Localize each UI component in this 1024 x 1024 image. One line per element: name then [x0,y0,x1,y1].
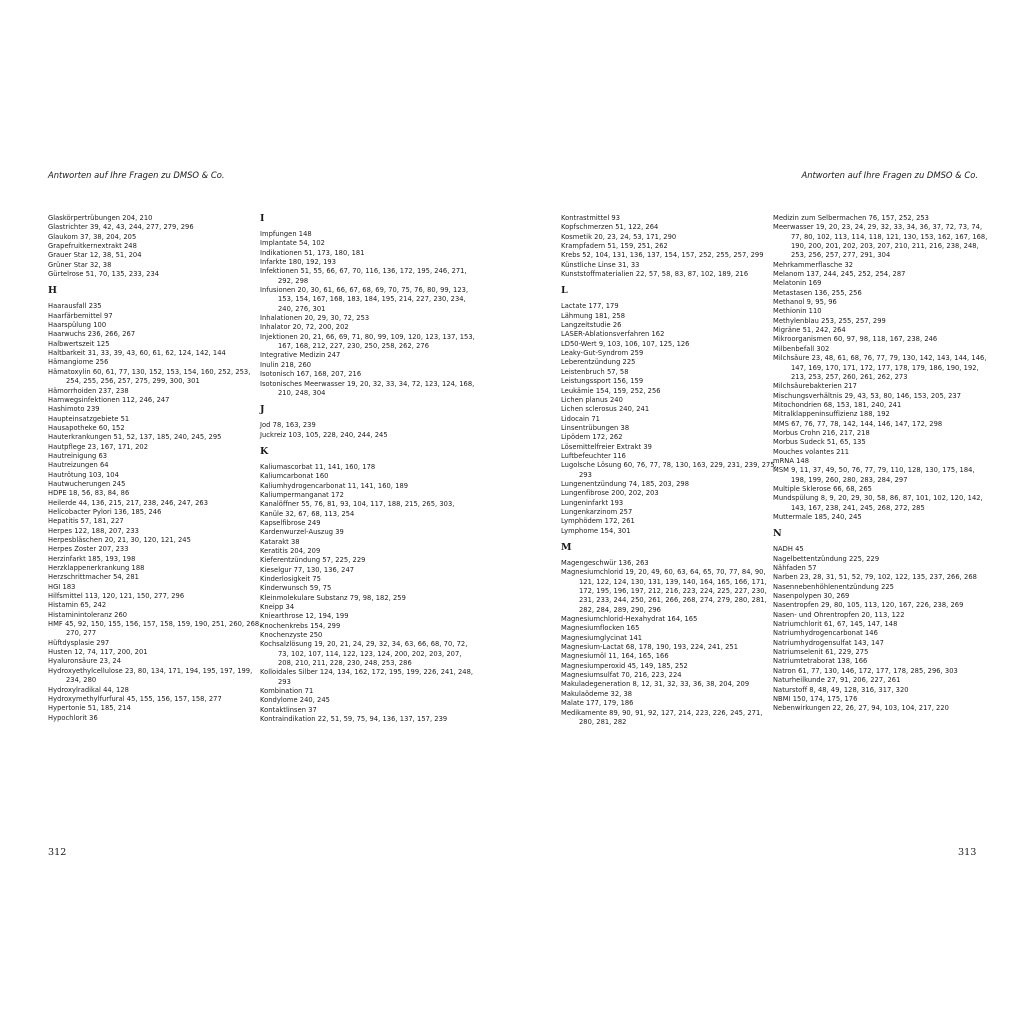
index-entry: Kardenwurzel-Auszug 39 [260,528,344,537]
index-section-letter: L [561,285,568,297]
index-entry: Injektionen 20, 21, 66, 69, 71, 80, 99, 109, 120, 123, 137, 153, 167, 168, 212, 227, 230, 250, 258, 262, 276 [260,332,475,351]
index-entry: Infusionen 20, 30, 61, 66, 67, 68, 69, 70, 75, 76, 80, 99, 123, 153, 154, 167, 168, 183, 184, 195, 214, 227, 230, 234, 240, 276, 301 [260,286,469,313]
index-entry: Isotonisch 167, 168, 207, 216 [260,370,362,379]
index-entry: HMF 45, 92, 150, 155, 156, 157, 158, 159, 190, 251, 260, 268, 270, 277 [48,620,262,638]
index-entry: Hashimoto 239 [48,405,100,414]
index-entry: Kochsalzlösung 19, 20, 21, 24, 29, 32, 34, 63, 66, 68, 70, 72, 73, 102, 107, 114, 122, 123, 124, 200, 202, 203, 207, 208, 210, 211, 228, 230, 248, 253, 286 [260,640,468,668]
index-entry: Infektionen 51, 55, 66, 67, 70, 116, 136, 172, 195, 246, 271, 292, 298 [260,267,467,285]
index-section-letter: J [260,404,265,416]
index-entry: Kinderlosigkeit 75 [260,575,321,583]
index-entry: Milchsäure 23, 48, 61, 68, 76, 77, 79, 130, 142, 143, 144, 146, 147, 169, 170, 171, 172, 177, 178, 179, 186, 190, 192, 213, 253, 257, 260, 261, 262, 273 [773,354,987,381]
index-entry: Lymphödem 172, 261 [561,517,635,526]
index-entry: Lichen sclerosus 240, 241 [561,405,650,414]
index-entry: Kanüle 32, 67, 68, 113, 254 [260,509,355,518]
index-entry: Nasennebenhöhlenentzündung 225 [773,582,894,591]
index-entry: LASER-Ablationsverfahren 162 [561,330,665,339]
index-entry: Melatonin 169 [773,279,822,288]
index-entry: Kinderwunsch 59, 75 [260,584,332,593]
index-section-letter: H [48,285,57,297]
index-entry: Morbus Crohn 216, 217, 218 [773,428,870,437]
index-entry: Hauterkrankungen 51, 52, 137, 185, 240, 245, 295 [48,433,222,442]
index-entry: Hämorrhoiden 237, 238 [48,386,129,395]
index-entry: Magnesiumglycinat 141 [561,633,643,642]
index-entry: Magnesiumchlorid-Hexahydrat 164, 165 [561,615,698,624]
index-entry: Histaminintoleranz 260 [48,610,128,619]
index-entry: Heilerde 44, 136, 215, 217, 238, 246, 247, 263 [48,498,209,507]
index-entry: Haarspülung 100 [48,321,107,330]
index-entry: Natriumtetraborat 138, 166 [773,657,868,666]
index-entry: Leaky-Gut-Syndrom 259 [561,349,644,358]
index-entry: Magnesiumchlorid 19, 20, 49, 60, 63, 64, 65, 70, 77, 84, 90, 121, 122, 124, 130, 131, 139, 140, 164, 165, 166, 171, 172, 195, 196, 197, 212, 216, 223, 224, 225, 227, 230, 231, 233, 244, 250, 261, 266, 268, 274, 279, 280, 281, 282, 284, 289, 290, 296 [561,568,767,614]
index-entry: Mouches volantes 211 [773,447,850,456]
index-entry: Methanol 9, 95, 96 [773,298,837,307]
index-entry: Magnesiumflocken 165 [561,624,640,633]
index-entry: Kolloidales Silber 124, 134, 162, 172, 195, 199, 226, 241, 248, 293 [260,668,474,686]
index-entry: Helicobacter Pylori 136, 185, 246 [48,507,162,516]
index-entry: Husten 12, 74, 117, 200, 201 [48,648,148,657]
running-header-right: Antworten auf Ihre Fragen zu DMSO & Co. [801,170,978,180]
index-entry: Inhalationen 20, 29, 30, 72, 253 [260,314,370,323]
index-entry: Kunststoffmaterialien 22, 57, 58, 83, 87, 102, 189, 216 [561,270,749,279]
index-entry: Herpes 122, 188, 207, 233 [48,526,139,535]
index-entry: Kieselgur 77, 130, 136, 247 [260,565,355,574]
index-entry: Methionin 110 [773,307,822,316]
index-entry: Hypertonie 51, 185, 214 [48,704,131,713]
index-entry: Multiple Sklerose 66, 68, 265 [773,484,872,493]
index-entry: Krampfadern 51, 159, 251, 262 [561,242,668,251]
index-entry: Natriumselenit 61, 229, 275 [773,648,869,657]
index-entry: Natriumchlorit 61, 67, 145, 147, 148 [773,620,898,629]
index-entry: Inulin 218, 260 [260,360,312,369]
index-entry: Hausapotheke 60, 152 [48,423,125,432]
index-entry: Luftbefeuchter 116 [561,451,626,460]
index-entry: Integrative Medizin 247 [260,351,341,360]
index-entry: Kaliumhydrogencarbonat 11, 141, 160, 189 [260,481,409,490]
index-entry: Medizin zum Selbermachen 76, 157, 252, 253 [773,214,929,222]
index-entry: Makuladegeneration 8, 12, 31, 32, 33, 36, 38, 204, 209 [561,680,750,689]
index-entry: Lungeninfarkt 193 [561,498,624,507]
index-entry: Mischungsverhältnis 29, 43, 53, 80, 146, 153, 205, 237 [773,391,962,400]
index-entry: Hydroxyethylcellulose 23, 80, 134, 171, 194, 195, 197, 199, 234, 280 [48,666,253,685]
index-entry: Kneipp 34 [260,603,295,612]
index-entry: Herzklappenerkrankung 188 [48,564,145,573]
index-entry: Lipödem 172, 262 [561,433,623,442]
index-entry: Lactate 177, 179 [561,302,619,311]
index-entry: Künstliche Linse 31, 33 [561,260,640,269]
index-column-4 [773,214,989,714]
index-entry: Herzschrittmacher 54, 281 [48,573,139,582]
index-entry: Magnesiumöl 11, 164, 165, 166 [561,652,669,661]
index-entry: HGI 183 [48,582,76,591]
index-entry: Narben 23, 28, 31, 51, 52, 79, 102, 122, 135, 237, 266, 268 [773,573,977,582]
index-entry: Langzeitstudie 26 [561,321,622,330]
index-entry: Medikamente 89, 90, 91, 92, 127, 214, 223, 226, 245, 271, 280, 281, 282 [561,708,763,726]
index-entry: Katarakt 38 [260,537,300,546]
index-entry: Kaliumpermanganat 172 [260,490,344,499]
index-entry: Hämangiome 256 [48,358,109,367]
index-entry: Haarfärbemittel 97 [48,311,113,320]
index-entry: Hüftdysplasie 297 [48,638,110,647]
index-entry: Kaliumascorbat 11, 141, 160, 178 [260,462,376,471]
index-entry: Kontraindikation 22, 51, 59, 75, 94, 136, 137, 157, 239 [260,715,448,724]
index-entry: Krebs 52, 104, 131, 136, 137, 154, 157, 252, 255, 257, 299 [561,251,764,260]
index-entry: MMS 67, 76, 77, 78, 142, 144, 146, 147, 172, 298 [773,419,943,428]
index-entry: Glaskörpertrübungen 204, 210 [48,214,153,222]
index-entry: Magengeschwür 136, 263 [561,559,649,567]
index-entry: Gürtelrose 51, 70, 135, 233, 234 [48,270,160,279]
index-entry: NBMI 150, 174, 175, 176 [773,694,858,703]
index-entry: Methylenblau 253, 255, 257, 299 [773,316,886,325]
index-entry: Lungenkarzinom 257 [561,507,633,516]
index-entry: Hautwucherungen 245 [48,479,126,488]
running-header-left: Antworten auf Ihre Fragen zu DMSO & Co. [48,170,225,180]
index-entry: Implantate 54, 102 [260,239,325,248]
index-entry: Herzinfarkt 185, 193, 198 [48,554,136,563]
index-entry: Makulaödeme 32, 38 [561,689,633,698]
index-entry: Naturstoff 8, 48, 49, 128, 316, 317, 320 [773,685,909,694]
index-entry: Grauer Star 12, 38, 51, 204 [48,251,142,260]
index-entry: Hilfsmittel 113, 120, 121, 150, 277, 296 [48,592,185,601]
index-entry: Hyaluronsäure 23, 24 [48,657,122,666]
index-column-2 [260,214,476,725]
index-entry: Migräne 51, 242, 264 [773,326,846,335]
index-entry: Haupteinsatzgebiete 51 [48,414,130,423]
index-entry: Kontaktlinsen 37 [260,705,317,714]
index-entry: Magnesiumsulfat 70, 216, 223, 224 [561,671,682,680]
index-entry: Lähmung 181, 258 [561,311,626,320]
index-column-1 [48,214,264,723]
index-entry: Muttermale 185, 240, 245 [773,513,862,521]
index-entry: Milchsäurebakterien 217 [773,382,857,391]
index-entry: HDPE 18, 56, 83, 84, 86 [48,489,130,498]
index-entry: Leistenbruch 57, 58 [561,367,629,376]
index-entry: Metastasen 136, 255, 256 [773,288,862,297]
index-entry: Hautpflege 23, 167, 171, 202 [48,442,149,451]
index-section-letter: M [561,542,572,553]
index-entry: Mikroorganismen 60, 97, 98, 118, 167, 238, 246 [773,335,938,344]
index-entry: Mitralklappeninsuffizienz 188, 192 [773,410,890,419]
index-entry: Kaliumcarbonat 160 [260,472,329,481]
index-entry: LD50-Wert 9, 103, 106, 107, 125, 126 [561,339,690,348]
index-entry: Keratitis 204, 209 [260,546,321,555]
index-entry: Kombination 71 [260,687,314,696]
index-entry: Glaukom 37, 38, 204, 205 [48,232,137,241]
page-number-right: 313 [958,847,977,858]
index-entry: Lymphome 154, 301 [561,526,631,535]
index-entry: Naturheilkunde 27, 91, 206, 227, 261 [773,676,901,685]
index-entry: Indikationen 51, 173, 180, 181 [260,248,365,257]
index-entry: Nebenwirkungen 22, 26, 27, 94, 103, 104, 217, 220 [773,704,949,713]
index-entry: Grapefruitkernextrakt 248 [48,242,137,251]
index-entry: Infarkte 180, 192, 193 [260,258,337,267]
index-entry: Lösemittelfreier Extrakt 39 [561,442,652,451]
index-entry: Nagelbettentzündung 225, 229 [773,554,880,563]
index-entry: NADH 45 [773,545,804,554]
index-entry: Hydroxylradikal 44, 128 [48,685,129,694]
index-entry: Kleinmolekulare Substanz 79, 98, 182, 259 [260,593,406,602]
index-entry: Kosmetik 20, 23, 24, 53, 171, 290 [561,232,677,241]
index-entry: Hypochlorit 36 [48,713,98,722]
index-entry: Magnesium-Lactat 68, 178, 190, 193, 224, 241, 251 [561,643,738,652]
index-entry: Knochenkrebs 154, 299 [260,621,341,630]
index-entry: Melanom 137, 244, 245, 252, 254, 287 [773,270,906,279]
index-entry: Grüner Star 32, 38 [48,260,112,269]
index-entry: Natriumhydrogensulfat 143, 147 [773,638,884,647]
index-entry: Lugolsche Lösung 60, 76, 77, 78, 130, 163, 229, 231, 239, 275, 293 [561,461,777,479]
page-number-left: 312 [48,847,67,858]
index-entry: Hautreinigung 63 [48,451,108,460]
index-entry: Malate 177, 179, 186 [561,699,634,708]
index-entry: Histamin 65, 242 [48,601,107,610]
index-column-3 [561,214,777,727]
index-entry: Kapselfibrose 249 [260,518,321,527]
index-entry: Natron 61, 77, 130, 146, 172, 177, 178, 285, 296, 303 [773,666,958,675]
index-entry: Jod 78, 163, 239 [260,421,316,430]
index-entry: Kontrastmittel 93 [561,214,621,222]
index-entry: Nasentropfen 29, 80, 105, 113, 120, 167, 226, 238, 269 [773,601,964,610]
index-entry: Impfungen 148 [260,230,312,238]
index-entry: Meerwasser 19, 20, 23, 24, 29, 32, 33, 34, 36, 37, 72, 73, 74, 77, 80, 102, 113, 114, 118, 121, 130, 153, 162, 167, 168, 190, 200, 201, 202, 203, 207, 210, 211, 216, 238, 248, 253, 256, 257, 277, 291, 304 [773,223,988,260]
index-entry: Kniearthrose 12, 194, 199 [260,612,349,621]
index-entry: Haltbarkeit 31, 33, 39, 43, 60, 61, 62, 124, 142, 144 [48,349,226,358]
index-entry: MSM 9, 11, 37, 49, 50, 76, 77, 79, 110, 128, 130, 175, 184, 198, 199, 260, 280, 283, 284, 297 [773,466,975,484]
index-entry: Mehrkammerflasche 32 [773,260,854,269]
index-entry: Juckreiz 103, 105, 228, 240, 244, 245 [260,430,388,439]
index-section-letter: I [260,213,265,224]
index-entry: Nasenpolypen 30, 269 [773,592,850,601]
index-entry: Hautreizungen 64 [48,461,109,470]
index-entry: Lungenfibrose 200, 202, 203 [561,489,659,498]
index-entry: Herpes Zoster 207, 233 [48,545,129,554]
index-entry: Milbenbefall 302 [773,344,830,353]
index-entry: Glastrichter 39, 42, 43, 244, 277, 279, 296 [48,223,194,232]
index-entry: Isotonisches Meerwasser 19, 20, 32, 33, 34, 72, 123, 124, 168, 210, 248, 304 [260,379,475,397]
index-entry: Linsentrübungen 38 [561,423,630,432]
index-entry: Hämatoxylin 60, 61, 77, 130, 152, 153, 154, 160, 252, 253, 254, 255, 256, 257, 275, 299, 300, 301 [48,367,251,386]
index-entry: Lidocain 71 [561,414,600,423]
index-entry: Nasen- und Ohrentropfen 20, 113, 122 [773,610,905,619]
index-entry: Kopfschmerzen 51, 122, 264 [561,223,659,232]
index-entry: Leistungssport 156, 159 [561,377,644,386]
index-entry: Nähfaden 57 [773,564,817,573]
index-entry: mRNA 148 [773,456,810,465]
index-section-letter: N [773,528,782,540]
index-entry: Lungenentzündung 74, 185, 203, 298 [561,479,689,488]
index-section-letter: K [260,445,269,457]
index-entry: Kanalöffner 55, 76, 81, 93, 104, 117, 188, 215, 265, 303, [260,500,455,509]
index-entry: Hydroxymethylfurfural 45, 155, 156, 157, 158, 277 [48,694,222,703]
index-entry: Mitochondrien 68, 153, 181, 240, 241 [773,400,902,409]
index-entry: Morbus Sudeck 51, 65, 135 [773,438,866,447]
index-entry: Halbwertszeit 125 [48,339,110,348]
index-entry: Hepatitis 57, 181, 227 [48,517,124,526]
index-entry: Lichen planus 240 [561,395,623,404]
index-entry: Mundspülung 8, 9, 20, 29, 30, 58, 86, 87, 101, 102, 120, 142, 143, 167, 238, 241, 245, 268, 272, 285 [773,494,983,512]
index-entry: Leberentzündung 225 [561,358,636,367]
index-entry: Haarausfall 235 [48,302,102,311]
index-entry: Herpesbläschen 20, 21, 30, 120, 121, 245 [48,536,191,544]
index-entry: Natriumhydrogencarbonat 146 [773,629,878,638]
index-entry: Knochenzyste 250 [260,631,323,640]
index-entry: Inhalator 20, 72, 200, 202 [260,323,349,332]
index-entry: Harnwegsinfektionen 112, 246, 247 [48,395,170,404]
index-entry: Hautrötung 103, 104 [48,470,119,479]
index-entry: Kieferentzündung 57, 225, 229 [260,556,366,565]
index-entry: Leukämie 154, 159, 252, 256 [561,386,661,395]
index-entry: Magnesiumperoxid 45, 149, 185, 252 [561,661,688,670]
index-entry: Haarwuchs 236, 266, 267 [48,330,136,339]
index-entry: Kondylome 240, 245 [260,696,330,705]
